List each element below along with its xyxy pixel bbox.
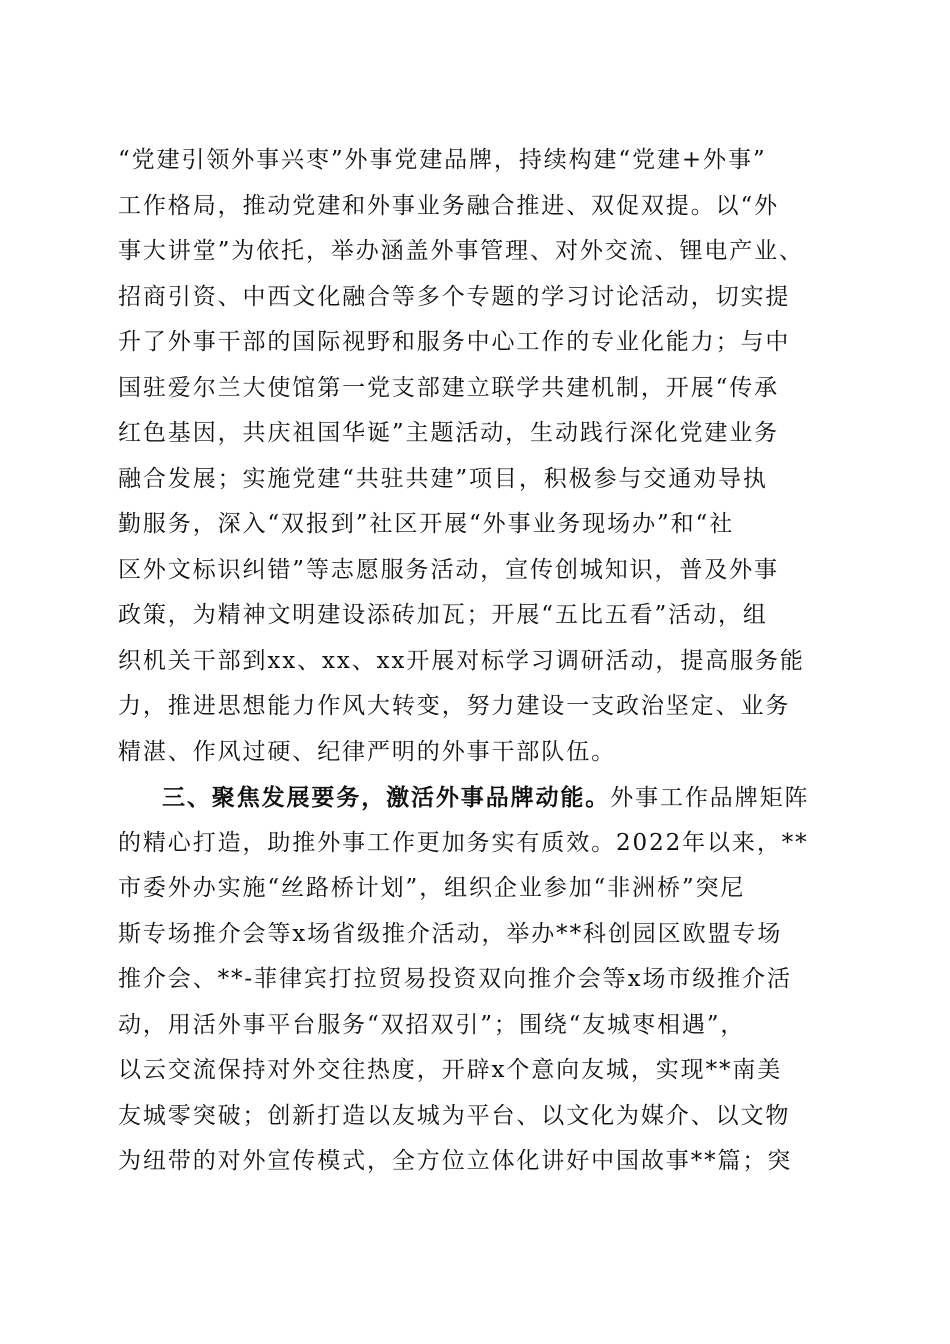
paragraph-line: 斯专场推介会等x场省级推介活动，举办**科创园区欧盟专场 bbox=[118, 920, 783, 947]
paragraph-line: 为纽带的对外宣传模式，全方位立体化讲好中国故事**篇；突 bbox=[118, 1148, 793, 1174]
paragraph-line: 友城零突破；创新打造以友城为平台、以文化为媒介、以文物 bbox=[118, 1102, 791, 1129]
paragraph-line: 事大讲堂”为依托，举办涵盖外事管理、对外交流、锂电产业、 bbox=[118, 238, 804, 264]
section-heading: 三、聚焦发展要务，激活外事品牌动能。 bbox=[162, 784, 611, 811]
section-first-line-text: 外事工作品牌矩阵 bbox=[610, 785, 810, 811]
section-first-line bbox=[118, 775, 830, 821]
paragraph-line: 国驻爱尔兰大使馆第一党支部建立联学共建机制，开展“传承 bbox=[118, 374, 780, 401]
paragraph-line: 招商引资、中西文化融合等多个专题的学习讨论活动，切实提 bbox=[118, 283, 791, 310]
paragraph-line: 融合发展；实施党建“共驻共建”项目，积极参与交通劝导执 bbox=[118, 465, 768, 492]
paragraph-line: 升了外事干部的国际视野和服务中心工作的专业化能力；与中 bbox=[118, 329, 791, 355]
paragraph-party-building bbox=[118, 138, 830, 775]
paragraph-line: 红色基因，共庆祖国华诞”主题活动，生动践行深化党建业务 bbox=[118, 420, 780, 446]
paragraph-line: 推介会、**-菲律宾打拉贸易投资双向推介会等x场市级推介活 bbox=[118, 966, 792, 992]
paragraph-line: 的精心打造，助推外事工作更加务实有质效。2022年以来，** bbox=[118, 829, 809, 856]
paragraph-line: 市委外办实施“丝路桥计划”，组织企业参加“非洲桥”突尼 bbox=[118, 875, 746, 901]
paragraph-line: 精湛、作风过硬、纪律严明的外事干部队伍。 bbox=[118, 738, 616, 765]
paragraph-line: 力，推进思想能力作风大转变，努力建设一支政治坚定、业务 bbox=[118, 693, 791, 719]
paragraph-line: “党建引领外事兴枣”外事党建品牌，持续构建“党建+外事” bbox=[118, 147, 767, 173]
document-body bbox=[118, 138, 830, 1185]
paragraph-line: 区外文标识纠错”等志愿服务活动，宣传创城知识，普及外事 bbox=[118, 556, 780, 583]
paragraph-section-three bbox=[118, 775, 830, 1185]
paragraph-line: 工作格局，推动党建和外事业务融合推进、双促双提。以“外 bbox=[118, 192, 780, 219]
paragraph-line: 政策，为精神文明建设添砖加瓦；开展“五比五看”活动，组 bbox=[118, 602, 768, 628]
paragraph-line: 织机关干部到xx、xx、xx开展对标学习调研活动，提高服务能 bbox=[118, 647, 805, 674]
paragraph-line: 勤服务，深入“双报到”社区开展“外事业务现场办”和“社 bbox=[118, 511, 735, 537]
paragraph-line: 以云交流保持对外交往热度，开辟x个意向友城，实现**南美 bbox=[118, 1057, 783, 1083]
paragraph-line: 动，用活外事平台服务“双招双引”；围绕“友城枣相遇”， bbox=[118, 1011, 746, 1038]
